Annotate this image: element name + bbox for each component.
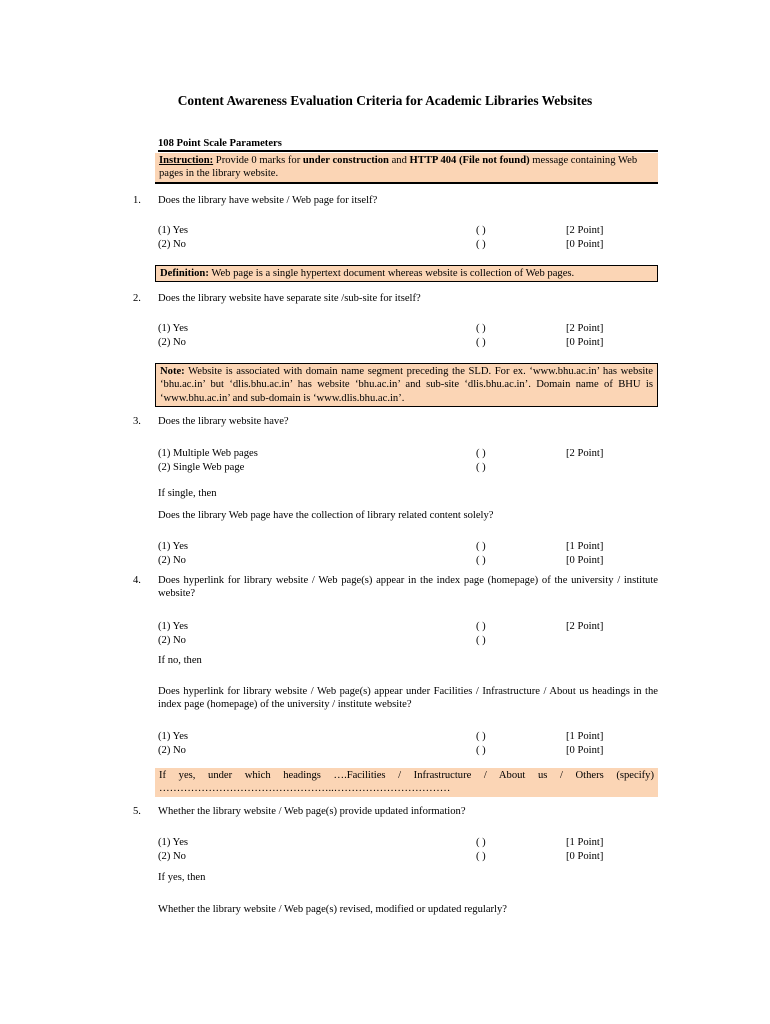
option-row[interactable] [158, 238, 658, 252]
answer-box[interactable]: ( ) [476, 621, 486, 632]
option-label: (2) Single Web page [158, 462, 245, 473]
option-label: (2) No [158, 851, 186, 862]
answer-box[interactable]: ( ) [476, 555, 486, 566]
question-number: 4. [133, 575, 141, 586]
definition-text: Web page is a single hypertext document whereas website is collection of Web pages. [208, 268, 575, 279]
option-label: (1) Yes [158, 225, 189, 236]
sub-question-text: Does the library Web page have the collection of library related content solely? [158, 510, 494, 521]
question-text: Does hyperlink for library website / Web page(s) appear in the index page (homepage) of the university / institute website? [158, 575, 658, 600]
points: [1 Point] [566, 731, 604, 742]
answer-box[interactable]: ( ) [476, 731, 486, 742]
definition-label: Definition: [160, 268, 209, 279]
scale-heading: 108 Point Scale Parameters [158, 138, 658, 152]
points: [0 Point] [566, 745, 604, 756]
answer-box[interactable]: ( ) [476, 239, 486, 250]
option-row[interactable] [158, 554, 658, 568]
points: [0 Point] [566, 337, 604, 348]
option-label: (1) Multiple Web pages [158, 448, 258, 459]
instruction-bold-2: HTTP 404 (File not found) [409, 155, 530, 166]
definition-box [155, 265, 658, 282]
points: [1 Point] [566, 541, 604, 552]
sub-question-text: Does hyperlink for library website / Web page(s) appear under Facilities / Infrastructure / About us headings in the index page (homepage) of the university / institute website? [158, 686, 658, 711]
conditional-text: If single, then [158, 488, 217, 499]
option-row[interactable] [158, 744, 658, 758]
points: [0 Point] [566, 851, 604, 862]
instruction-box [155, 153, 658, 184]
option-row[interactable] [158, 447, 658, 461]
question-number: 2. [133, 293, 141, 304]
answer-box[interactable]: ( ) [476, 837, 486, 848]
question-text: Does the library have website / Web page for itself? [158, 195, 378, 206]
conditional-text: If yes, then [158, 872, 206, 883]
question-number: 3. [133, 416, 141, 427]
instruction-text-1: Provide 0 marks for [213, 155, 303, 166]
instruction-text-3: message containing Web pages in the library website. [159, 155, 638, 180]
option-row[interactable] [158, 620, 658, 634]
option-label: (2) No [158, 555, 186, 566]
option-row[interactable] [158, 540, 658, 554]
note-box [155, 363, 658, 407]
answer-box[interactable]: ( ) [476, 225, 486, 236]
option-label: (1) Yes [158, 731, 189, 742]
points: [2 Point] [566, 621, 604, 632]
answer-box[interactable]: ( ) [476, 851, 486, 862]
option-label: (2) No [158, 745, 186, 756]
option-row[interactable] [158, 850, 658, 864]
answer-box[interactable]: ( ) [476, 323, 486, 334]
note-text: Website is associated with domain name segment preceding the SLD. For ex. ‘www.bhu.ac.in’ has website ‘bhu.ac.in’ but ‘dlis.bhu.ac.in’ has website ‘bhu.ac.in’ and sub-site ‘dlis.bhu.ac.in’. Domain name of BHU is ‘www.bhu.ac.in’ and sub-domain is ‘www.dlis.bhu.ac.in’. [160, 366, 653, 404]
question-text: Whether the library website / Web page(s) provide updated information? [158, 806, 466, 817]
answer-box[interactable]: ( ) [476, 462, 486, 473]
question-text: Does the library website have? [158, 416, 289, 427]
conditional-text: If no, then [158, 655, 202, 666]
points: [1 Point] [566, 837, 604, 848]
points: [2 Point] [566, 225, 604, 236]
option-row[interactable] [158, 634, 658, 648]
option-row[interactable] [158, 224, 658, 238]
note-label: Note: [160, 366, 185, 377]
option-label: (1) Yes [158, 323, 189, 334]
answer-box[interactable]: ( ) [476, 541, 486, 552]
option-label: (2) No [158, 239, 186, 250]
option-label: (1) Yes [158, 541, 189, 552]
option-row[interactable] [158, 836, 658, 850]
option-row[interactable] [158, 336, 658, 350]
option-label: (1) Yes [158, 837, 189, 848]
points: [0 Point] [566, 555, 604, 566]
option-row[interactable] [158, 461, 658, 475]
specify-heading-box[interactable]: If yes, under which headings ….Facilities / Infrastructure / About us / Others (specify) …………………………………………..…………………………… [155, 768, 658, 797]
answer-box[interactable]: ( ) [476, 448, 486, 459]
option-label: (2) No [158, 337, 186, 348]
points: [2 Point] [566, 323, 604, 334]
answer-box[interactable]: ( ) [476, 337, 486, 348]
points: [0 Point] [566, 239, 604, 250]
option-label: (2) No [158, 635, 186, 646]
option-row[interactable] [158, 322, 658, 336]
question-number: 1. [133, 195, 141, 206]
instruction-bold-1: under construction [302, 155, 389, 166]
document-title: Content Awareness Evaluation Criteria for Academic Libraries Websites [177, 93, 593, 108]
instruction-label: Instruction: [159, 155, 214, 166]
question-text: Does the library website have separate site /sub-site for itself? [158, 293, 421, 304]
answer-box[interactable]: ( ) [476, 635, 486, 646]
points: [2 Point] [566, 448, 604, 459]
sub-question-text: Whether the library website / Web page(s) revised, modified or updated regularly? [158, 904, 508, 915]
option-label: (1) Yes [158, 621, 189, 632]
instruction-text-2: and [388, 155, 410, 166]
option-row[interactable] [158, 730, 658, 744]
question-number: 5. [133, 806, 141, 817]
answer-box[interactable]: ( ) [476, 745, 486, 756]
